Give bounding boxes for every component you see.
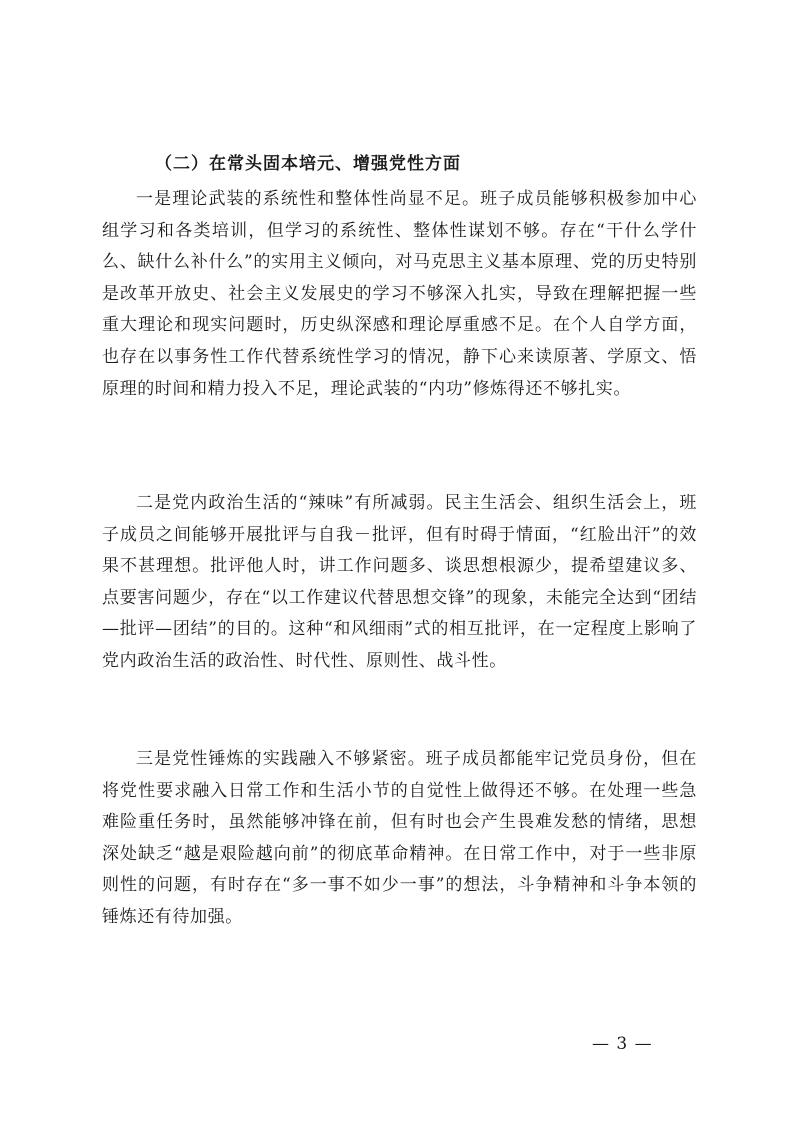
page-number: — 3 — bbox=[592, 1034, 653, 1054]
section-heading: （二）在常头固本培元、增强党性方面 bbox=[155, 154, 461, 174]
paragraph-theory-study: 一是理论武装的系统性和整体性尚显不足。班子成员能够积极参加中心组学习和各类培训，但学习的系统性、整体性谋划不够。存在“干什么学什么、缺什么补什么”的实用主义倾向，对马克思主义基本原理、党的历史特别是改革开放史、社会主义发展史的学习不够深入扎实，导致在理解把握一些重大理论和现实问题时，历史纵深感和理论厚重感不足。在个人自学方面，也存在以事务性工作代替系统性学习的情况，静下心来读原著、学原文、悟原理的时间和精力投入不足，理论武装的“内功”修炼得还不够扎实。 bbox=[102, 189, 697, 399]
paragraph-political-life: 二是党内政治生活的“辣味”有所减弱。民主生活会、组织生活会上，班子成员之间能够开展批评与自我－批评，但有时碍于情面，“红脸出汗”的效果不甚理想。批评他人时，讲工作问题多、谈思想根源少，提希望建议多、点要害问题少，存在“以工作建议代替思想交锋”的现象，未能完全达到“团结—批评—团结”的目的。这种“和风细雨”式的相互批评，在一定程度上影响了党内政治生活的政治性、时代性、原则性、战斗性。 bbox=[102, 493, 697, 671]
paragraph-party-spirit: 三是党性锤炼的实践融入不够紧密。班子成员都能牢记党员身份，但在将党性要求融入日常工作和生活小节的自觉性上做得还不够。在处理一些急难险重任务时，虽然能够冲锋在前，但有时也会产生畏难发愁的情绪，思想深处缺乏“越是艰险越向前”的彻底革命精神。在日常工作中，对于一些非原则性的问题，有时存在“多一事不如少一事”的想法，斗争精神和斗争本领的锤炼还有待加强。 bbox=[102, 749, 697, 927]
